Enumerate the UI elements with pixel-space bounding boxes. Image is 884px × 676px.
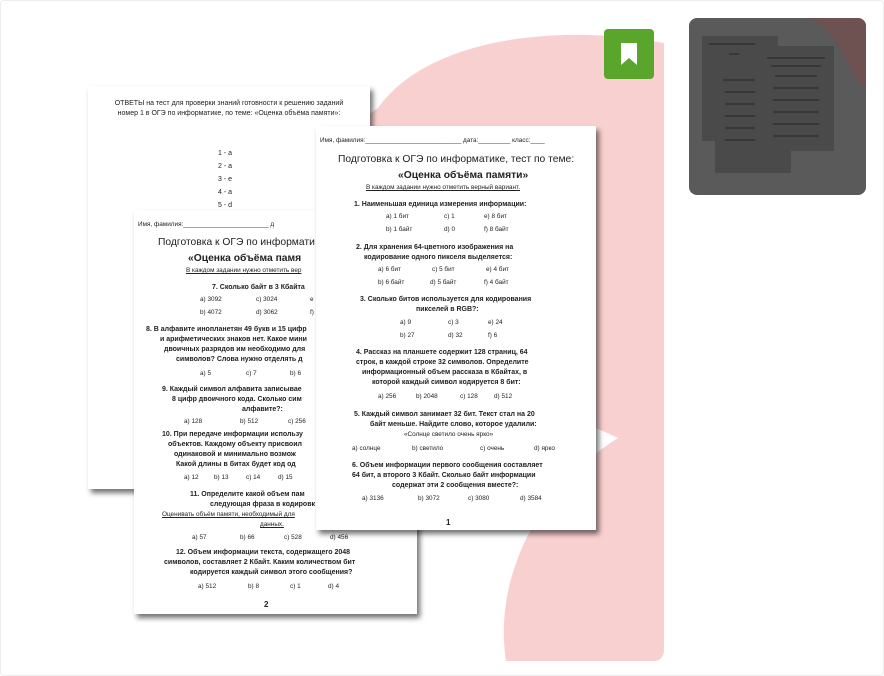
option: a) 6 бит	[378, 266, 401, 273]
question-12-line: кодируется каждый символ этого сообщения?	[190, 569, 353, 576]
page-number: 2	[264, 600, 269, 609]
option: c) 3080	[468, 495, 490, 502]
option: e) 8 бит	[484, 213, 507, 220]
answer-item: 3 - e	[218, 176, 233, 183]
option: d) 15	[278, 474, 293, 481]
option: f) 4 байт	[484, 279, 509, 286]
question-2: 2. Для хранения 64-цветного изображения на	[356, 244, 514, 251]
option: c) 1	[444, 213, 455, 220]
option: c) очень	[480, 445, 505, 452]
question-5: 5. Каждый символ занимает 32 бит. Текст стал на 20	[354, 411, 535, 418]
question-11-line: следующая фраза в кодировк	[210, 501, 316, 508]
answers-heading-line2: номер 1 в ОГЭ по информатике, по теме: «Оценка объёма памяти»:	[117, 110, 341, 117]
question-10: 10. При передаче информации использу	[162, 431, 303, 438]
answers-heading-line1: ОТВЕТЫ на тест для проверки знаний готовности к решению заданий	[114, 100, 344, 107]
option: d) 5 байт	[430, 279, 457, 286]
question-10-line: Какой длины в битах будет код од	[176, 461, 296, 468]
question-8-line: символов? Слова нужно отделять д	[176, 356, 303, 363]
option: a) солнце	[352, 445, 381, 452]
question-10-line: объектов. Каждому объекту присвоил	[168, 441, 302, 448]
option: d) 32	[448, 332, 463, 339]
question-4: 4. Рассказ на планшете содержит 128 страниц, 64	[356, 349, 528, 356]
question-4-line: информационный объем рассказа в Кбайтах, в	[362, 369, 528, 376]
option: e	[310, 296, 314, 303]
option: b) 13	[214, 474, 229, 481]
question-7: 7. Сколько байт в 3 Кбайта	[212, 284, 305, 291]
answer-item: 4 - a	[218, 189, 233, 196]
question-2-line: кодирование одного пикселя выделяется:	[364, 254, 513, 261]
question-8-line: и арифметических знаков нет. Какое мини	[160, 336, 307, 343]
page-title: Подготовка к ОГЭ по информатике, тест по теме:	[338, 154, 575, 165]
question-10-line: одинаковой и минимально возмож	[174, 451, 296, 458]
option: c) 128	[460, 393, 478, 400]
option: b) 6 байт	[378, 279, 405, 286]
page-number: 1	[446, 518, 451, 527]
option: c) 7	[246, 370, 257, 377]
option: e) 24	[488, 319, 503, 326]
option: d) ярко	[534, 445, 555, 452]
option: c) 3024	[256, 296, 278, 303]
question-6-line: 64 бит, а второго 3 Кбайт. Сколько байт информации	[352, 472, 536, 479]
option: a) 1 бит	[386, 213, 409, 220]
option: a) 3092	[200, 296, 222, 303]
option: b) 27	[400, 332, 415, 339]
instruction: В каждом задании нужно отметить вер	[186, 267, 302, 274]
preview-thumbnail[interactable]	[689, 18, 866, 195]
question-9: 9. Каждый символ алфавита записывае	[162, 386, 302, 393]
name-date-class-field: Имя, фамилия:___________________________ дата:_________ класс:____	[320, 137, 545, 144]
option: b) 3072	[418, 495, 440, 502]
option: d) 3584	[520, 495, 542, 502]
option: b) 4072	[200, 309, 222, 316]
option: c) 528	[284, 534, 302, 541]
question-9-line: 8 цифр двоичного кода. Сколько сим	[172, 396, 302, 403]
option: b) 1 байт	[386, 226, 413, 233]
question-4-line: строк, в каждой строке 32 символов. Определите	[356, 359, 529, 366]
question-12-line: символов, составляет 2 Кбайт. Каким количеством бит	[164, 559, 356, 566]
option: f) 6	[488, 332, 498, 339]
option: b) 66	[240, 534, 255, 541]
page-title: Подготовка к ОГЭ по информати	[158, 237, 315, 248]
question-11-note: Оценивать объём памяти, необходимый для	[162, 511, 295, 518]
option: d) 456	[330, 534, 349, 541]
option: a) 3136	[362, 495, 384, 502]
option: c) 1	[290, 583, 301, 590]
option: a) 5	[200, 370, 212, 377]
option: b) 6	[290, 370, 302, 377]
bookmark-icon	[620, 42, 638, 66]
option: a) 12	[184, 474, 199, 481]
option: b) 512	[240, 418, 259, 425]
option: d) 512	[494, 393, 513, 400]
question-1: 1. Наименьшая единица измерения информации:	[354, 201, 527, 208]
question-5-line: байт меньше. Найдите слово, которое удалили:	[370, 421, 537, 428]
question-9-line: алфавите?:	[242, 406, 283, 413]
name-date-field: Имя, фамилия:________________________ д	[138, 221, 275, 228]
question-8: 8. В алфавите инопланетян 49 букв и 15 цифр	[146, 326, 307, 333]
option: a) 256	[378, 393, 397, 400]
bookmark-button[interactable]	[604, 29, 654, 79]
option: e) 4 бит	[486, 266, 509, 273]
answer-item: 5 - d	[218, 202, 233, 209]
option: a) 512	[198, 583, 217, 590]
option: b) светило	[412, 445, 444, 452]
instruction: В каждом задании нужно отметить верный вариант.	[366, 184, 520, 191]
question-11: 11. Определите какой объем пам	[190, 491, 305, 498]
option: f)	[310, 309, 314, 316]
question-4-line: которой каждый символ кодируется 8 бит:	[372, 379, 521, 386]
option: a) 128	[184, 418, 203, 425]
answer-item: 2 - a	[218, 163, 233, 170]
option: b) 2048	[416, 393, 438, 400]
question-3: 3. Сколько битов используется для кодирования	[360, 296, 532, 303]
test-page-1	[316, 126, 596, 530]
question-6-line: содержат эти 2 сообщения вместе?:	[392, 482, 519, 489]
question-8-line: двоичных разрядов им необходимо для	[164, 346, 306, 353]
quoted-phrase: «Солнце светило очень ярко»	[404, 431, 494, 438]
option: c) 256	[288, 418, 306, 425]
option: a) 9	[400, 319, 412, 326]
page-subtitle: «Оценка объёма памя	[188, 253, 302, 264]
answer-item: 1 - a	[218, 150, 233, 157]
option: c) 5 бит	[432, 266, 455, 273]
option: d) 0	[444, 226, 456, 233]
option: d) 4	[328, 583, 340, 590]
option: b) 8	[248, 583, 260, 590]
option: f) 8 байт	[484, 226, 509, 233]
question-12: 12. Объем информации текста, содержащего 2048	[176, 549, 351, 556]
page-subtitle: «Оценка объёма памяти»	[398, 170, 529, 181]
option: c) 3	[448, 319, 459, 326]
option: a) 57	[192, 534, 207, 541]
option: c) 14	[246, 474, 261, 481]
question-3-line: пикселей в RGB?:	[416, 306, 479, 313]
question-11-note: данных.	[260, 521, 284, 528]
question-6: 6. Объем информации первого сообщения составляет	[352, 462, 543, 469]
thumbnail-image	[689, 18, 866, 195]
option: d) 3062	[256, 309, 278, 316]
